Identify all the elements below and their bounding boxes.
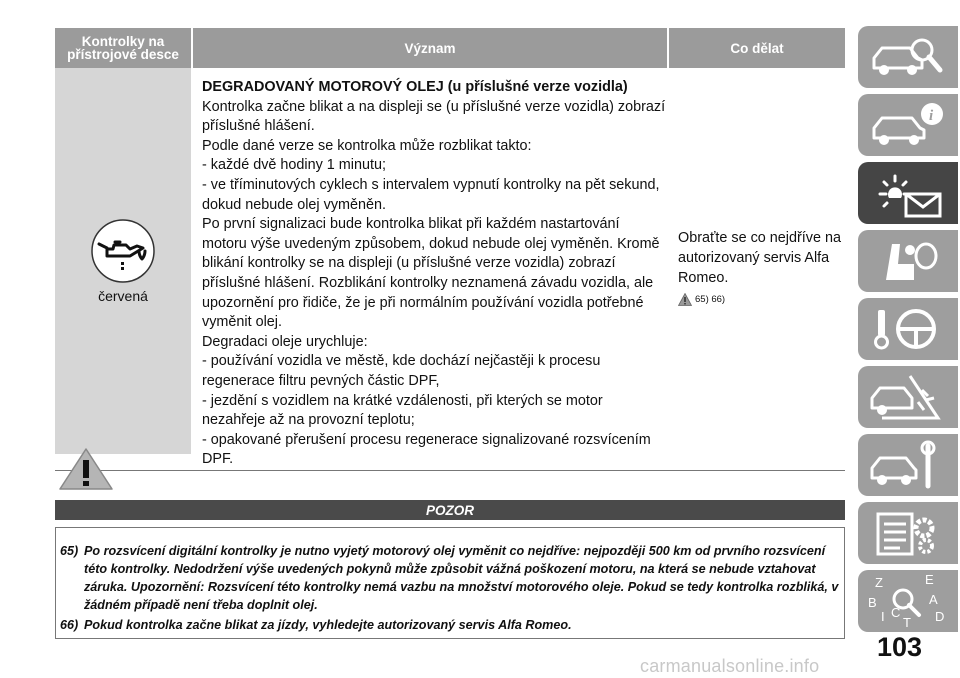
index-letter: A xyxy=(929,592,938,607)
car-info-icon xyxy=(866,98,950,152)
note-text: Pokud kontrolka začne blikat za jízdy, vyhledejte autorizovaný servis Alfa Romeo. xyxy=(84,618,572,632)
oil-warning-icon xyxy=(90,218,156,284)
index-letter: Z xyxy=(875,575,883,590)
note-number: 65) xyxy=(60,544,79,558)
car-crash-icon xyxy=(866,370,950,424)
reference-numbers: 65) 66) xyxy=(695,293,726,305)
index-letter: I xyxy=(881,609,885,624)
warning-notes xyxy=(55,527,845,639)
car-service-icon xyxy=(866,438,950,492)
header-cell-lights: Kontrolky na přístrojové desce xyxy=(55,28,191,68)
warning-light-table xyxy=(55,28,845,471)
warning-light-message-icon xyxy=(866,166,950,220)
meaning-title: DEGRADOVANÝ MOTOROVÝ OLEJ (u příslušné verze vozidla) xyxy=(202,79,628,95)
action-cell xyxy=(669,68,845,470)
meaning-cell xyxy=(193,68,667,470)
index-letter: T xyxy=(903,615,911,630)
side-tab-starting-driving[interactable] xyxy=(858,298,958,360)
note-text: Po rozsvícení digitální kontrolky je nutno vyjetý motorový olej vyměnit co nejdříve: nejpozději 500 km od prvního rozsvícení této kontrolky. Nedodržení výše uvedených pokynů může způsobit vážná poškození motoru, na která se nebude vztahovat záruka. Upozornění: Rozsvícení této kontrolky nemá vazbu na množství motorového oleje. Pokud se tedy kontrolka rozbliká, v žádném případě není třeba doplnit olej. xyxy=(84,544,839,612)
meaning-line: Po první signalizaci bude kontrolka blikat při každém nastartování motoru výše uvedeným způsobem, dokud nebude olej vyměněn. Kromě blikání kontrolky se na displeji (u příslušné verze vozidla) zobrazí příslušné hlášení. Rozblikání kontrolky neznamená závadu vozidla, ale upozornění pro řidiče, že je při normálním používání vozidla potřebné vyměnit olej. xyxy=(202,216,660,331)
meaning-line: - jezdění s vozidlem na krátké vzdálenosti, při kterých se motor nezahřeje až na provozní teplotu; xyxy=(202,392,603,429)
warning-note xyxy=(60,616,844,634)
reference-marker xyxy=(678,290,845,310)
index-letter: E xyxy=(925,572,934,587)
indicator-cell xyxy=(55,68,191,454)
side-tab-info[interactable] xyxy=(858,94,958,156)
side-tab-warning-lights[interactable] xyxy=(858,162,958,224)
side-tab-technical-data[interactable] xyxy=(858,502,958,564)
svg-text:i: i xyxy=(929,108,934,124)
watermark: carmanualsonline.info xyxy=(640,656,820,676)
index-letter: B xyxy=(868,595,877,610)
action-text: Obraťte se co nejdříve na autorizovaný servis Alfa Romeo. xyxy=(678,229,841,286)
key-steering-wheel-icon xyxy=(866,302,950,356)
index-letter: C xyxy=(891,605,901,620)
car-search-icon xyxy=(866,30,950,84)
note-number: 66) xyxy=(60,618,79,632)
side-tab-maintenance[interactable] xyxy=(858,434,958,496)
table-row xyxy=(55,68,845,471)
header-cell-action: Co dělat xyxy=(669,28,845,68)
warning-note xyxy=(60,542,844,614)
indicator-color-label: červená xyxy=(98,288,148,304)
meaning-line: - každé dvě hodiny 1 minutu; xyxy=(202,157,386,174)
table-header xyxy=(55,28,845,68)
specifications-gear-icon xyxy=(866,506,950,560)
page-number: 103 xyxy=(877,632,923,662)
meaning-line: Kontrolka začne blikat a na displeji se (u příslušné verze vozidla) zobrazí příslušné hlášení. xyxy=(202,98,666,135)
alphabetical-index-icon xyxy=(863,571,953,631)
side-tab-index[interactable] xyxy=(858,570,958,632)
meaning-line: Podle dané verze se kontrolka může rozblikat takto: xyxy=(202,137,532,154)
airbag-seat-icon xyxy=(866,234,950,288)
side-tab-car-overview[interactable] xyxy=(858,26,958,88)
meaning-line: - ve tříminutových cyklech s intervalem vypnutí kontrolky na pět sekund, dokud nebude olej vyměněn. xyxy=(202,176,660,213)
meaning-line: - používání vozidla ve městě, kde dochází nejčastěji k procesu regenerace filtru pevných částic DPF, xyxy=(202,353,601,389)
side-tab-emergency[interactable] xyxy=(858,366,958,428)
warning-triangle-icon xyxy=(58,447,114,491)
header-cell-meaning: Význam xyxy=(193,28,667,68)
meaning-line: - opakované přerušení procesu regenerace signalizované rozsvícením DPF. xyxy=(202,431,651,468)
small-warning-icon xyxy=(678,293,692,306)
index-letter: D xyxy=(935,609,945,624)
side-tab-safety[interactable] xyxy=(858,230,958,292)
meaning-line: Degradaci oleje urychluje: xyxy=(202,333,368,350)
warning-title-bar: POZOR xyxy=(55,500,845,520)
